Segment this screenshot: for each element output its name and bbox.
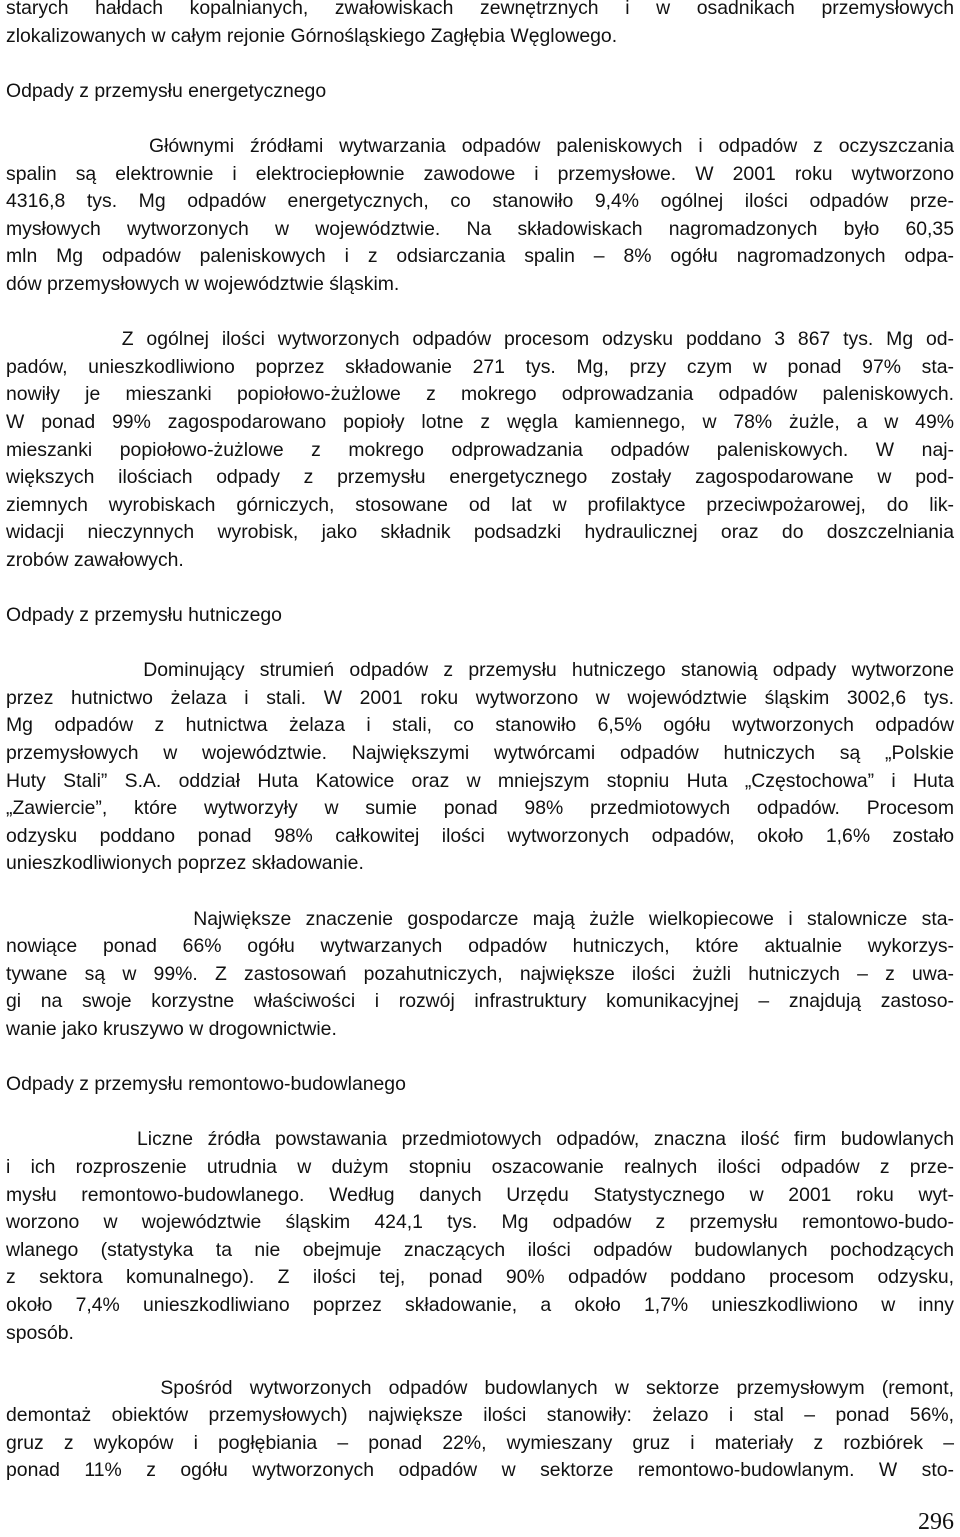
text-line: zlokalizowanych w całym rejonie Górnośląskiego Zagłębia Węglowego. [6,24,618,47]
text-line: i ich rozproszenie utrudnia w dużym stopniu oszacowanie realnych ilości odpadów z prze- [6,1155,954,1178]
text-line: sposób. [6,1321,74,1344]
text-line: spalin są elektrownie i elektrociepłownie zawodowe i przemysłowe. W 2001 roku wytworzono [6,162,954,185]
text-line: Dominujący strumień odpadów z przemysłu hutniczego stanowią odpady wytworzone [6,659,954,682]
text-line: W ponad 99% zagospodarowano popioły lotne z węgla kamiennego, w 78% żużle, a w 49% [6,410,954,433]
text-line: zrobów zawałowych. [6,548,184,571]
section-heading: Odpady z przemysłu hutniczego [6,604,282,627]
text-line: odzysku poddano ponad 98% całkowitej ilości wytworzonych odpadów, około 1,6% zostało [6,824,954,847]
text-line: nowiące ponad 66% ogółu wytwarzanych odpadów hutniczych, które aktualnie wykorzys- [6,935,954,958]
text-line: mieszanki popiołowo-żużlowe z mokrego odprowadzania odpadów paleniskowych. W naj- [6,438,954,461]
text-line: worzono w województwie śląskim 424,1 tys. Mg odpadów z przemysłu remontowo-budo- [6,1211,954,1234]
section-heading: Odpady z przemysłu remontowo-budowlanego [6,1073,406,1096]
text-line: demontaż obiektów przemysłowych) największe ilości stanowiły: żelazo i stal – ponad 56%, [6,1404,954,1427]
paragraph [6,1126,954,1347]
text-line: Głównymi źródłami wytwarzania odpadów paleniskowych i odpadów z oczyszczania [6,134,954,157]
text-line: gruz z wykopów i pogłębiania – ponad 22%, wymieszany gruz i materiały z rozbiórek – [6,1431,954,1454]
text-line: ponad 11% z ogółu wytworzonych odpadów w sektorze remontowo-budowlanym. W sto- [6,1459,954,1482]
paragraph [6,906,954,1044]
text-line: dów przemysłowych w województwie śląskim. [6,272,400,295]
text-line: mysłowych wytworzonych w województwie. Na składowiskach nagromadzonych było 60,35 [6,217,954,240]
text-line: większych ilościach odpady z przemysłu energetycznego zostały zagospodarowane w pod- [6,466,954,489]
text-line: „Zawiercie”, które wytworzyły w sumie ponad 98% przedmiotowych odpadów. Procesom [6,797,954,820]
text-line: przez hutnictwo żelaza i stali. W 2001 roku wytworzono w województwie śląskim 3002,6 tys. [6,686,954,709]
text-line: Spośród wytworzonych odpadów budowlanych w sektorze przemysłowym (remont, [6,1376,954,1399]
intro-paragraph [6,0,954,50]
paragraph [6,657,954,878]
section-construction [6,1071,954,1485]
text-line: mysłu remontowo-budowlanego. Według danych Urzędu Statystycznego w 2001 roku wyt- [6,1183,954,1206]
section-energy [6,78,954,575]
paragraph [6,1375,954,1485]
text-line: Huty Stali” S.A. oddział Huta Katowice oraz w mniejszym stopniu Huta „Częstochowa” i Huta [6,769,954,792]
paragraph [6,326,954,574]
text-line: wanie jako kruszywo w drogownictwie. [6,1017,337,1040]
document-page [6,0,954,1485]
text-line: z sektora komunalnego). Z ilości tej, ponad 90% odpadów poddano procesom odzysku, [6,1266,954,1289]
text-line: Liczne źródła powstawania przedmiotowych odpadów, znaczna ilość firm budowlanych [6,1128,954,1151]
text-line: 4316,8 tys. Mg odpadów energetycznych, co stanowiło 9,4% ogólnej ilości odpadów prze- [6,190,954,213]
text-line: unieszkodliwionych poprzez składowanie. [6,852,364,875]
text-line: gi na swoje korzystne właściwości i rozwój infrastruktury komunikacyjnej – znajdują zastoso- [6,990,954,1013]
text-line: tywane są w 99%. Z zastosowań pozahutniczych, największe ilości żużli hutniczych – z uwa- [6,962,954,985]
text-line: padów, unieszkodliwiono poprzez składowanie 271 tys. Mg, przy czym w ponad 97% sta- [6,355,954,378]
text-line: nowiły je mieszanki popiołowo-żużlowe z mokrego odprowadzania odpadów paleniskowych. [6,383,954,406]
text-line: około 7,4% unieszkodliwiano poprzez składowanie, a około 1,7% unieszkodliwiono w inny [6,1293,954,1316]
text-line: Największe znaczenie gospodarcze mają żużle wielkopiecowe i stalownicze sta- [6,907,954,930]
page-number: 296 [918,1509,954,1535]
text-line: Z ogólnej ilości wytworzonych odpadów procesom odzysku poddano 3 867 tys. Mg od- [6,328,954,351]
text-line: ziemnych wyrobiskach górniczych, stosowane od lat w profilaktyce przeciwpożarowej, do lik- [6,493,954,516]
text-line: przemysłowych w województwie. Największymi wytwórcami odpadów hutniczych są „Polskie [6,742,954,765]
section-heading: Odpady z przemysłu energetycznego [6,79,327,102]
text-line: widacji nieczynnych wyrobisk, jako składnik podsadzki hydraulicznej oraz do doszczelniania [6,521,954,544]
section-metallurgy [6,602,954,1044]
text-line: mln Mg odpadów paleniskowych i z odsiarczania spalin – 8% ogółu nagromadzonych odpa- [6,245,954,268]
paragraph [6,133,954,299]
text-line: Mg odpadów z hutnictwa żelaza i stali, co stanowiło 6,5% ogółu wytworzonych odpadów [6,714,954,737]
text-line: starych hałdach kopalnianych, zwałowiskach zewnętrznych i w osadnikach przemysłowych [6,0,954,19]
text-line: wlanego (statystyka ta nie obejmuje znaczących ilości odpadów budowlanych pochodzących [6,1238,954,1261]
